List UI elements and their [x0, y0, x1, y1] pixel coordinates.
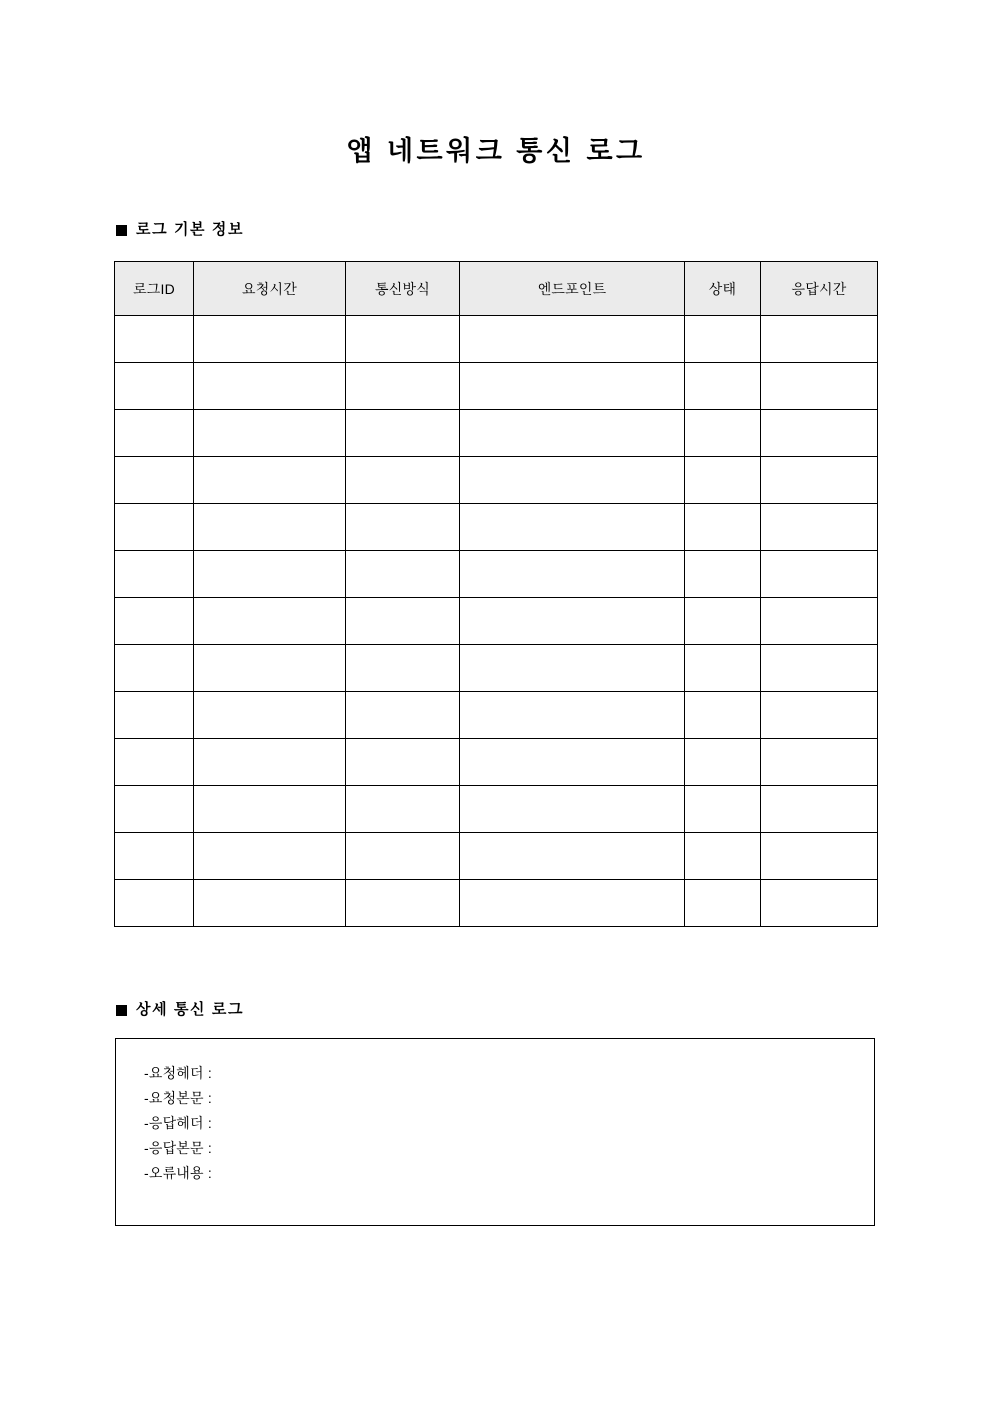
table-cell-response-time[interactable]	[761, 316, 878, 363]
detail-log-field-3: -응답본문 :	[144, 1140, 212, 1156]
table-cell-endpoint[interactable]	[460, 551, 685, 598]
table-cell-log-id[interactable]	[115, 833, 194, 880]
page-title: 앱 네트워크 통신 로그	[346, 136, 646, 166]
table-cell-method[interactable]	[346, 598, 460, 645]
table-cell-status[interactable]	[685, 457, 761, 504]
table-cell-status[interactable]	[685, 833, 761, 880]
table-cell-request-time[interactable]	[194, 645, 346, 692]
table-cell-status[interactable]	[685, 786, 761, 833]
table-cell-request-time[interactable]	[194, 551, 346, 598]
table-cell-endpoint[interactable]	[460, 692, 685, 739]
table-row	[115, 833, 878, 880]
table-cell-method[interactable]	[346, 457, 460, 504]
table-cell-response-time[interactable]	[761, 457, 878, 504]
table-cell-method[interactable]	[346, 504, 460, 551]
table-cell-log-id[interactable]	[115, 880, 194, 927]
table-row	[115, 880, 878, 927]
table-cell-log-id[interactable]	[115, 786, 194, 833]
table-cell-request-time[interactable]	[194, 786, 346, 833]
table-cell-endpoint[interactable]	[460, 833, 685, 880]
table-row	[115, 645, 878, 692]
column-header-endpoint: 엔드포인트	[460, 262, 685, 316]
table-header-row	[115, 262, 878, 316]
log-table-body	[115, 316, 878, 927]
table-cell-status[interactable]	[685, 410, 761, 457]
table-cell-response-time[interactable]	[761, 410, 878, 457]
column-header-method: 통신방식	[346, 262, 460, 316]
table-cell-status[interactable]	[685, 880, 761, 927]
table-cell-status[interactable]	[685, 645, 761, 692]
table-cell-request-time[interactable]	[194, 410, 346, 457]
table-cell-response-time[interactable]	[761, 363, 878, 410]
table-cell-request-time[interactable]	[194, 692, 346, 739]
table-row	[115, 598, 878, 645]
table-cell-response-time[interactable]	[761, 880, 878, 927]
table-cell-endpoint[interactable]	[460, 316, 685, 363]
table-row	[115, 410, 878, 457]
table-cell-status[interactable]	[685, 739, 761, 786]
table-cell-endpoint[interactable]	[460, 598, 685, 645]
table-cell-endpoint[interactable]	[460, 739, 685, 786]
table-row	[115, 692, 878, 739]
square-bullet-icon	[116, 1005, 127, 1016]
table-cell-response-time[interactable]	[761, 833, 878, 880]
table-cell-request-time[interactable]	[194, 880, 346, 927]
table-cell-response-time[interactable]	[761, 645, 878, 692]
table-cell-request-time[interactable]	[194, 598, 346, 645]
table-cell-endpoint[interactable]	[460, 880, 685, 927]
table-cell-log-id[interactable]	[115, 410, 194, 457]
table-cell-status[interactable]	[685, 551, 761, 598]
table-cell-method[interactable]	[346, 363, 460, 410]
table-cell-log-id[interactable]	[115, 504, 194, 551]
table-cell-log-id[interactable]	[115, 363, 194, 410]
table-cell-request-time[interactable]	[194, 316, 346, 363]
column-header-log-id: 로그ID	[115, 262, 194, 316]
square-bullet-icon	[116, 225, 127, 236]
table-cell-method[interactable]	[346, 786, 460, 833]
table-cell-response-time[interactable]	[761, 504, 878, 551]
section-heading-basic-info	[116, 220, 244, 240]
column-header-response-time: 응답시간	[761, 262, 878, 316]
column-header-request-time: 요청시간	[194, 262, 346, 316]
table-cell-response-time[interactable]	[761, 739, 878, 786]
table-row	[115, 504, 878, 551]
detail-log-field-list	[116, 1039, 874, 1186]
table-cell-status[interactable]	[685, 316, 761, 363]
table-cell-method[interactable]	[346, 880, 460, 927]
table-cell-method[interactable]	[346, 410, 460, 457]
section-heading-detail-log	[116, 1000, 244, 1020]
table-row	[115, 457, 878, 504]
table-row	[115, 551, 878, 598]
table-cell-endpoint[interactable]	[460, 457, 685, 504]
table-cell-log-id[interactable]	[115, 739, 194, 786]
detail-log-field-4: -오류내용 :	[144, 1165, 212, 1181]
table-cell-status[interactable]	[685, 692, 761, 739]
section-heading-basic-info-label: 로그 기본 정보	[136, 221, 245, 238]
table-cell-log-id[interactable]	[115, 598, 194, 645]
column-header-status: 상태	[685, 262, 761, 316]
table-cell-request-time[interactable]	[194, 739, 346, 786]
table-cell-status[interactable]	[685, 504, 761, 551]
detail-log-field-1: -요청본문 :	[144, 1090, 212, 1106]
detail-log-box[interactable]	[115, 1038, 875, 1226]
table-cell-response-time[interactable]	[761, 692, 878, 739]
table-cell-request-time[interactable]	[194, 363, 346, 410]
table-cell-log-id[interactable]	[115, 645, 194, 692]
section-heading-detail-log-label: 상세 통신 로그	[136, 1001, 245, 1018]
table-cell-method[interactable]	[346, 833, 460, 880]
table-row	[115, 786, 878, 833]
table-cell-request-time[interactable]	[194, 457, 346, 504]
table-cell-endpoint[interactable]	[460, 363, 685, 410]
table-cell-response-time[interactable]	[761, 551, 878, 598]
table-cell-status[interactable]	[685, 598, 761, 645]
table-cell-request-time[interactable]	[194, 504, 346, 551]
table-cell-endpoint[interactable]	[460, 504, 685, 551]
table-cell-method[interactable]	[346, 551, 460, 598]
table-cell-log-id[interactable]	[115, 551, 194, 598]
table-row	[115, 316, 878, 363]
table-row	[115, 739, 878, 786]
detail-log-field-0: -요청헤더 :	[144, 1065, 212, 1081]
table-cell-log-id[interactable]	[115, 316, 194, 363]
table-row	[115, 363, 878, 410]
table-cell-endpoint[interactable]	[460, 410, 685, 457]
table-cell-log-id[interactable]	[115, 692, 194, 739]
table-cell-log-id[interactable]	[115, 457, 194, 504]
table-cell-method[interactable]	[346, 316, 460, 363]
table-cell-endpoint[interactable]	[460, 645, 685, 692]
table-cell-method[interactable]	[346, 692, 460, 739]
log-basic-info-table	[114, 261, 878, 927]
table-cell-endpoint[interactable]	[460, 786, 685, 833]
detail-log-field-2: -응답헤더 :	[144, 1115, 212, 1131]
table-cell-status[interactable]	[685, 363, 761, 410]
table-cell-response-time[interactable]	[761, 598, 878, 645]
table-cell-request-time[interactable]	[194, 833, 346, 880]
table-cell-response-time[interactable]	[761, 786, 878, 833]
table-cell-method[interactable]	[346, 645, 460, 692]
table-cell-method[interactable]	[346, 739, 460, 786]
